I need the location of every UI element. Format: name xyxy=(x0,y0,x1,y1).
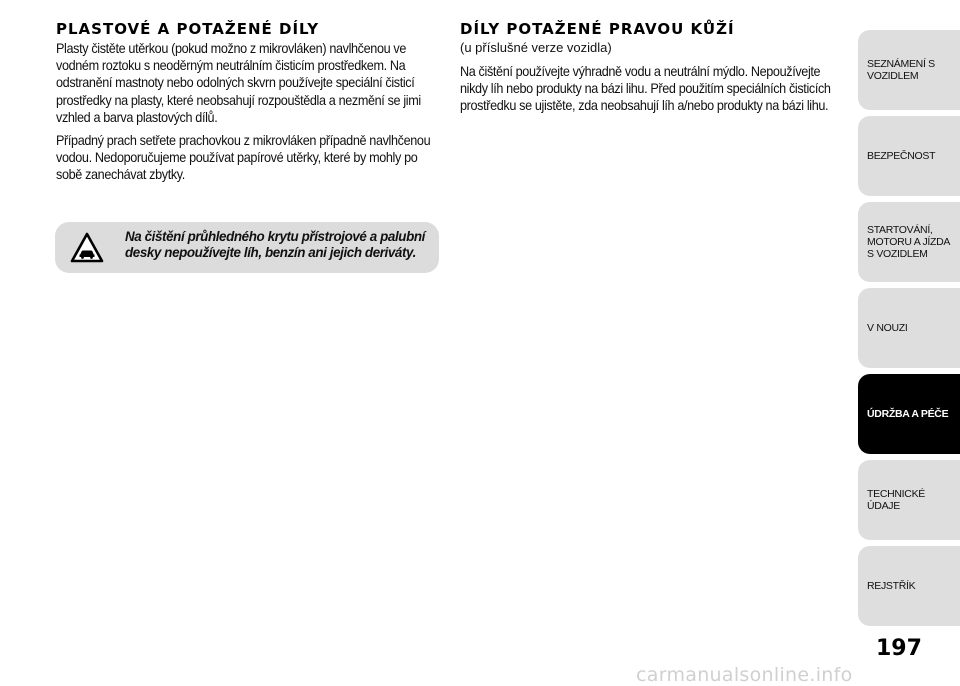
section-heading-leather: DÍLY POTAŽENÉ PRAVOU KŮŽÍ xyxy=(460,20,735,38)
tab-rejstrik[interactable] xyxy=(858,546,960,626)
tab-v-nouzi[interactable] xyxy=(858,288,960,368)
tab-label: V NOUZI xyxy=(867,322,908,334)
right-column xyxy=(460,20,844,121)
tab-label: BEZPEČNOST xyxy=(867,150,936,162)
page-number: 197 xyxy=(876,636,922,661)
watermark: carmanualsonline.info xyxy=(636,664,853,686)
tab-startovani[interactable] xyxy=(858,202,960,282)
left-column xyxy=(56,20,440,190)
tab-label: TECHNICKÉ ÚDAJE xyxy=(867,488,925,512)
tab-label: ÚDRŽBA A PÉČE xyxy=(867,408,949,420)
tab-label: STARTOVÁNÍ, MOTORU A JÍZDA S VOZIDLEM xyxy=(867,224,950,260)
warning-text: Na čištění průhledného krytu přístrojové a palubní desky nepoužívejte líh, benzín ani jejich deriváty. xyxy=(125,229,425,260)
warning-box xyxy=(55,222,439,273)
tab-udrzba[interactable] xyxy=(858,374,960,454)
tab-seznameni[interactable] xyxy=(858,30,960,110)
paragraph-plastics-1: Plasty čistěte utěrkou (pokud možno z mikrovláken) navlhčenou ve vodném roztoku s neoděrným neutrálním čisticím prostředkem. Na odstranění mastnoty nebo odolných skvrn používejte speciální čisticí prostředky na plasty, které neobsahují rozpouštědla a nezmění se jimi vzhled a barva plastových dílů. xyxy=(56,41,421,125)
paragraph-leather: Na čištění používejte výhradně vodu a neutrální mýdlo. Nepoužívejte nikdy líh nebo produkty na bázi lihu. Před použitím speciálních čisticích prostředku se ujistěte, zda neobsahují líh a/nebo produkty na bázi lihu. xyxy=(460,64,831,114)
tab-label: SEZNÁMENÍ S VOZIDLEM xyxy=(867,58,935,82)
section-heading-plastics: PLASTOVÉ A POTAŽENÉ DÍLY xyxy=(56,20,320,38)
tab-label: REJSTŘÍK xyxy=(867,580,916,592)
section-subheading: (u příslušné verze vozidla) xyxy=(460,40,612,55)
tab-bezpecnost[interactable] xyxy=(858,116,960,196)
tab-technicke-udaje[interactable] xyxy=(858,460,960,540)
warning-car-icon xyxy=(70,232,104,263)
paragraph-plastics-2: Případný prach setřete prachovkou z mikrovláken případně navlhčenou vodou. Nedoporučujeme používat papírové utěrky, které by mohly po sobě zanechávat zbytky. xyxy=(56,133,431,183)
